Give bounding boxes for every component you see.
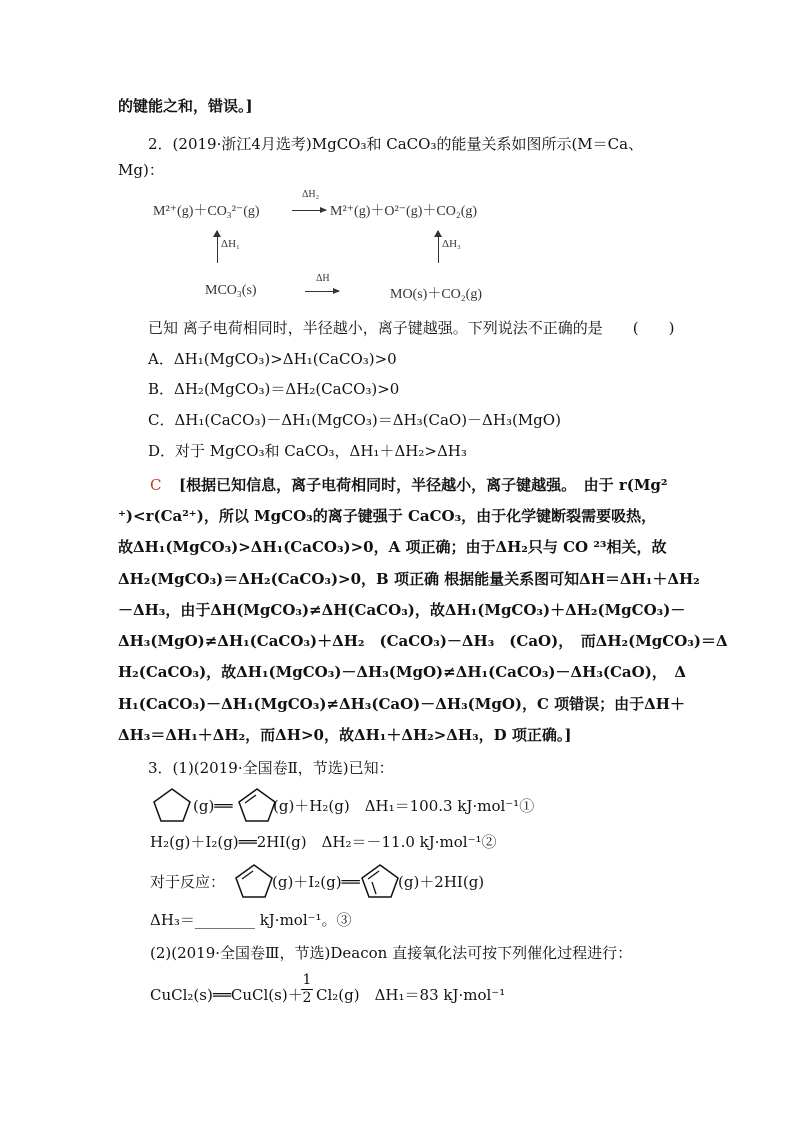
question-2-stem-cont: Mg)： <box>118 161 164 179</box>
diagram-top-left: M²⁺(g)＋CO₃²⁻(g) <box>153 204 260 219</box>
explanation-line-8: H₁(CaCO₃)－ΔH₁(MgCO₃)≠ΔH₃(CaO)－ΔH₃(MgO)，C 项错误；由于ΔH＋ <box>118 695 685 713</box>
option-b: B．ΔH₂(MgCO₃)＝ΔH₂(CaCO₃)>0 <box>148 380 400 398</box>
fraction-one-half <box>301 972 313 1007</box>
option-a: A．ΔH₁(MgCO₃)>ΔH₁(CaCO₃)>0 <box>148 350 397 368</box>
fraction-denominator: 2 <box>302 990 312 1006</box>
question-3-stem: 3．(1)(2019·全国卷Ⅱ，节选)已知： <box>148 759 394 777</box>
diagram-arrow-dh1 <box>217 231 218 263</box>
diagram-arrow-dh2 <box>292 210 326 211</box>
question-2-stem: 2．(2019·浙江4月选考)MgCO₃和 CaCO₃的能量关系如图所示(M＝Ca、 <box>148 135 644 153</box>
diagram-arrow-dh <box>305 291 339 292</box>
explanation-line-5: －ΔH₃，由于ΔH(MgCO₃)≠ΔH(CaCO₃)，故ΔH₁(MgCO₃)＋ΔH₂(MgCO₃)－ <box>118 601 686 619</box>
diagram-arrow-dh3 <box>438 231 439 263</box>
explanation-line-1: [根据已知信息，离子电荷相同时，半径越小，离子键越强。 由于 r(Mg² <box>179 476 668 494</box>
cyclopentene-reactant-molecule <box>232 862 276 900</box>
reaction-2: H₂(g)＋I₂(g)══2HI(g) ΔH₂＝－11.0 kJ·mol⁻¹② <box>150 833 497 851</box>
explanation-line-4: ΔH₂(MgCO₃)＝ΔH₂(CaCO₃)>0，B 项正确 根据能量关系图可知ΔH＝ΔH₁＋ΔH₂ <box>118 570 700 588</box>
diagram-bottom-right: MO(s)＋CO₂(g) <box>390 287 482 302</box>
prev-answer-tail: 的键能之和，错误。] <box>118 97 253 115</box>
reaction-1-part-a: (g)══ <box>193 797 233 815</box>
diagram-top-right: M²⁺(g)＋O²⁻(g)＋CO₂(g) <box>330 204 478 219</box>
reaction-4-part-b: Cl₂(g) ΔH₁＝83 kJ·mol⁻¹ <box>316 986 506 1004</box>
question-2-prompt: 已知 离子电荷相同时，半径越小，离子键越强。下列说法不正确的是 ( ) <box>148 319 675 337</box>
reaction-4-part-a: CuCl₂(s)══CuCl(s)＋ <box>150 986 303 1004</box>
diagram-dh3-label: ΔH₃ <box>442 238 461 250</box>
reaction-3-middle: (g)＋I₂(g)══ <box>272 873 360 891</box>
reaction-3-label: 对于反应： <box>150 873 226 891</box>
explanation-line-9: ΔH₃＝ΔH₁＋ΔH₂，而ΔH>0，故ΔH₁＋ΔH₂>ΔH₃，D 项正确。] <box>118 726 572 744</box>
explanation-line-6: ΔH₃(MgO)≠ΔH₁(CaCO₃)＋ΔH₂ (CaCO₃)－ΔH₃ (CaO)， 而ΔH₂(MgCO₃)＝Δ <box>118 632 728 650</box>
diagram-dh1-label: ΔH₁ <box>221 238 240 250</box>
answer-letter: C <box>150 476 162 494</box>
explanation-line-2: ⁺)<r(Ca²⁺)，所以 MgCO₃的离子键强于 CaCO₃，由于化学键断裂需要吸热， <box>118 507 657 525</box>
reaction-3-blank: ΔH₃＝________ kJ·mol⁻¹。③ <box>150 911 352 929</box>
option-c: C．ΔH₁(CaCO₃)－ΔH₁(MgCO₃)＝ΔH₃(CaO)－ΔH₃(MgO) <box>148 411 561 429</box>
option-d: D．对于 MgCO₃和 CaCO₃，ΔH₁＋ΔH₂>ΔH₃ <box>148 442 467 460</box>
diagram-dh2-label: ΔH₂ <box>302 189 320 200</box>
reaction-1-part-b: (g)＋H₂(g) ΔH₁＝100.3 kJ·mol⁻¹① <box>273 797 535 815</box>
reaction-3-product: (g)＋2HI(g) <box>398 873 485 891</box>
diagram-dh-label: ΔH <box>316 273 330 284</box>
cyclopentane-molecule <box>150 786 194 824</box>
cyclopentadiene-molecule <box>358 862 402 900</box>
explanation-line-7: H₂(CaCO₃)，故ΔH₁(MgCO₃)－ΔH₃(MgO)≠ΔH₁(CaCO₃)－ΔH₃(CaO)， Δ <box>118 663 686 681</box>
explanation-line-3: 故ΔH₁(MgCO₃)>ΔH₁(CaCO₃)>0，A 项正确；由于ΔH₂只与 CO ²³相关，故 <box>118 538 667 556</box>
fraction-numerator: 1 <box>302 972 312 988</box>
diagram-bottom-left: MCO₃(s) <box>205 283 257 298</box>
question-3-part-2: (2)(2019·全国卷Ⅲ，节选)Deacon 直接氧化法可按下列催化过程进行： <box>150 944 633 962</box>
